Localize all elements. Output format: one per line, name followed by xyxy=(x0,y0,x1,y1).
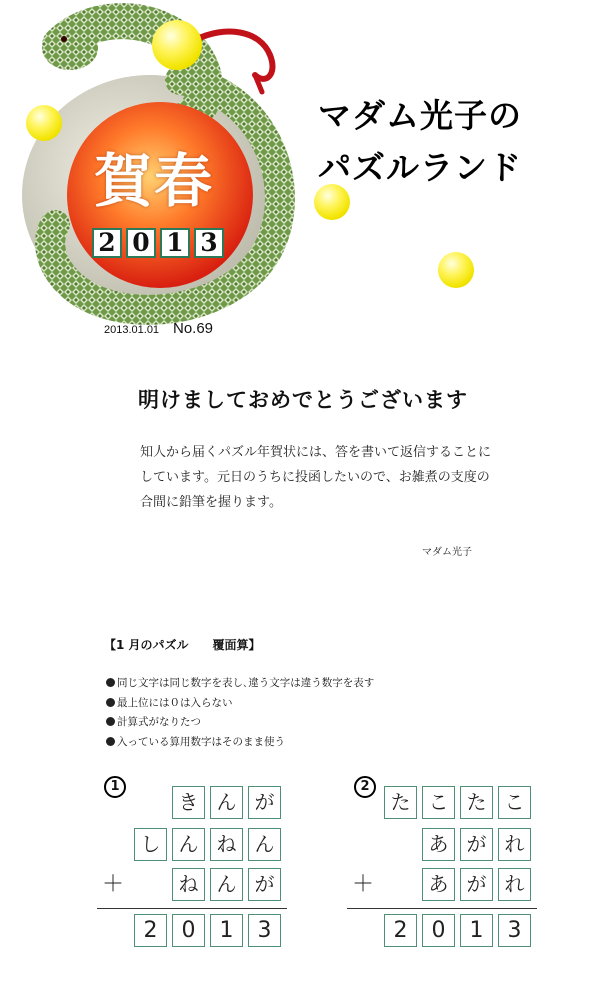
rule-item xyxy=(106,694,374,714)
rules-list xyxy=(106,674,374,752)
result-cell: 2 xyxy=(384,914,417,947)
result-cell: 3 xyxy=(498,914,531,947)
result-cell: 3 xyxy=(248,914,281,947)
greeting-heading: 明けましておめでとうございます xyxy=(138,387,468,412)
puzzle-number-badge: 1 xyxy=(104,776,126,798)
result-cell: 1 xyxy=(460,914,493,947)
puzzle-number-badge: 2 xyxy=(354,776,376,798)
yellow-ball-decoration xyxy=(26,105,62,141)
puzzle-cell: が xyxy=(460,828,493,861)
new-year-badge-text: 賀春 xyxy=(94,147,215,215)
bullet-icon xyxy=(106,717,115,726)
issue-number: No.69 xyxy=(173,320,214,337)
rule-item xyxy=(106,713,374,733)
puzzle-section-heading: 【1 月のパズル 覆面算】 xyxy=(104,638,261,652)
plus-sign: ＋ xyxy=(352,872,375,897)
sum-line xyxy=(97,908,287,909)
puzzle-cell: た xyxy=(384,786,417,819)
bullet-icon xyxy=(106,737,115,746)
puzzle-cell: ね xyxy=(210,828,243,861)
puzzle-cell: こ xyxy=(498,786,531,819)
page-title-line1: マダム光子の xyxy=(318,96,522,135)
rule-item xyxy=(106,733,374,753)
result-cell: 0 xyxy=(172,914,205,947)
puzzle-cell: た xyxy=(460,786,493,819)
puzzle-cell: き xyxy=(172,786,205,819)
puzzle-cell: が xyxy=(248,786,281,819)
year-digit: 2 xyxy=(92,228,122,258)
puzzle-cell: ね xyxy=(172,868,205,901)
sum-line xyxy=(347,908,537,909)
puzzle-cell: が xyxy=(460,868,493,901)
rule-text: 入っている算用数字はそのまま使う xyxy=(117,735,285,748)
puzzle-cell: あ xyxy=(422,868,455,901)
result-cell: 0 xyxy=(422,914,455,947)
puzzle-cell: ん xyxy=(210,786,243,819)
puzzle-cell: れ xyxy=(498,828,531,861)
puzzle-cell: ん xyxy=(172,828,205,861)
page-title-line2: パズルランド xyxy=(318,148,522,187)
year-digit: 3 xyxy=(194,228,224,258)
plus-sign: ＋ xyxy=(102,872,125,897)
puzzle-cell: し xyxy=(134,828,167,861)
yellow-ball-decoration xyxy=(314,184,350,220)
rule-text: 同じ文字は同じ数字を表し､違う文字は違う数字を表す xyxy=(117,677,375,689)
yellow-ball-decoration xyxy=(152,20,202,70)
bullet-icon xyxy=(106,678,115,687)
puzzle-cell: が xyxy=(248,868,281,901)
puzzle-cell: れ xyxy=(498,868,531,901)
puzzle-cell: ん xyxy=(248,828,281,861)
year-digit: 1 xyxy=(160,228,190,258)
year-digit: 0 xyxy=(126,228,156,258)
puzzle-cell: あ xyxy=(422,828,455,861)
signature: マダム光子 xyxy=(422,547,472,558)
bullet-icon xyxy=(106,698,115,707)
puzzle-cell: ん xyxy=(210,868,243,901)
result-cell: 2 xyxy=(134,914,167,947)
message-paragraph: 知人から届くパズル年賀状には、答を書いて返信することにしています。元日のうちに投函したいので、お雑煮の支度の合間に鉛筆を握ります。 xyxy=(140,445,492,510)
rule-item xyxy=(106,674,374,694)
rule-text: 計算式がなりたつ xyxy=(117,716,201,728)
result-cell: 1 xyxy=(210,914,243,947)
issue-date: 2013.01.01 xyxy=(104,324,160,336)
puzzle-cell: こ xyxy=(422,786,455,819)
yellow-ball-decoration xyxy=(438,252,474,288)
rule-text: 最上位には０は入らない xyxy=(117,696,233,709)
